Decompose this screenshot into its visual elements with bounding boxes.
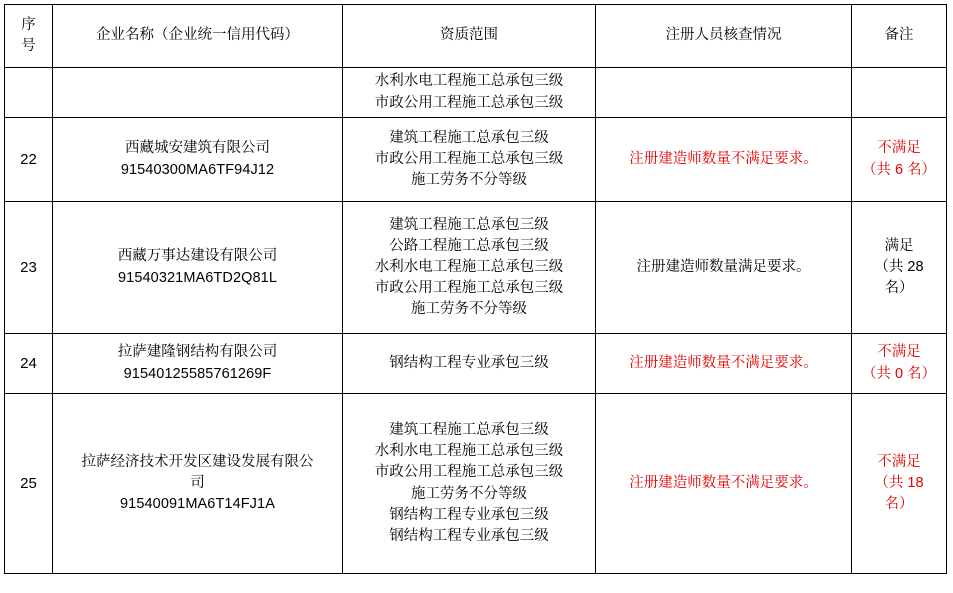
scope-line: 水利水电工程施工总承包三级 [374, 443, 564, 460]
scope-line: 施工劳务不分等级 [411, 301, 527, 318]
scope-line: 公路工程施工总承包三级 [389, 237, 549, 254]
column-header-remark: 备注 [852, 5, 947, 68]
cell-seq [5, 68, 53, 118]
cell-company-name [53, 202, 343, 334]
remark-count-suffix: 名） [884, 280, 914, 296]
cell-check: 注册建造师数量不满足要求。 [596, 334, 852, 394]
table-row [5, 118, 947, 202]
table-row [5, 202, 947, 334]
scope-line: 市政公用工程施工总承包三级 [374, 280, 564, 296]
scope-line: 市政公用工程施工总承包三级 [374, 150, 564, 167]
column-header-seq-line1: 序 [21, 16, 36, 33]
scope-line: 钢结构工程专业承包三级 [389, 527, 549, 544]
table-row [5, 334, 947, 394]
company-name-line: 西藏万事达建设有限公司 [117, 248, 278, 265]
scope-line: 钢结构工程专业承包三级 [389, 506, 549, 523]
table-row [5, 68, 947, 118]
cell-company-name [53, 68, 343, 118]
cell-check: 注册建造师数量满足要求。 [596, 202, 852, 334]
cell-company-name [53, 394, 343, 574]
scope-line: 水利水电工程施工总承包三级 [374, 73, 564, 90]
table-header-row [5, 5, 947, 68]
company-credit-code: 91540321MA6TD2Q81L [118, 269, 277, 286]
scope-line: 建筑工程施工总承包三级 [389, 129, 549, 146]
cell-check: 注册建造师数量不满足要求。 [596, 394, 852, 574]
cell-seq: 25 [5, 394, 53, 574]
cell-seq: 23 [5, 202, 53, 334]
column-header-registered-personnel-check: 注册人员核查情况 [596, 5, 852, 68]
cell-qualification-scope [343, 334, 596, 394]
company-name-line: 司 [190, 474, 205, 491]
column-header-qualification-scope: 资质范围 [343, 5, 596, 68]
cell-seq: 22 [5, 118, 53, 202]
cell-qualification-scope [343, 68, 596, 118]
company-credit-code: 91540300MA6TF94J12 [120, 161, 275, 178]
remark-status: 不满足 [877, 344, 921, 361]
scope-line: 水利水电工程施工总承包三级 [374, 258, 564, 275]
cell-qualification-scope [343, 394, 596, 574]
cell-qualification-scope [343, 118, 596, 202]
cell-check [596, 68, 852, 118]
remark-status: 不满足 [877, 453, 921, 470]
company-name-line: 拉萨建隆钢结构有限公司 [117, 344, 278, 361]
remark-count: （共 18 [874, 474, 924, 491]
cell-remark [852, 202, 947, 334]
table-row [5, 394, 947, 574]
cell-company-name [53, 334, 343, 394]
cell-qualification-scope [343, 202, 596, 334]
column-header-seq-line2: 号 [21, 38, 36, 54]
cell-company-name [53, 118, 343, 202]
scope-line: 施工劳务不分等级 [411, 172, 527, 188]
table-body [5, 68, 947, 574]
remark-status: 满足 [884, 237, 914, 254]
company-credit-code: 91540091MA6T14FJ1A [120, 496, 275, 512]
scope-line: 市政公用工程施工总承包三级 [374, 464, 564, 481]
remark-status: 不满足 [877, 140, 921, 157]
cell-seq: 24 [5, 334, 53, 394]
scope-line: 建筑工程施工总承包三级 [389, 422, 549, 439]
column-header-company-name: 企业名称（企业统一信用代码） [53, 5, 343, 68]
cell-remark [852, 334, 947, 394]
remark-count: （共 0 名） [861, 365, 937, 382]
company-name-line: 西藏城安建筑有限公司 [125, 140, 270, 157]
cell-remark [852, 394, 947, 574]
scope-line: 施工劳务不分等级 [411, 485, 527, 502]
cell-remark [852, 68, 947, 118]
remark-count: （共 28 [874, 258, 924, 275]
cell-remark [852, 118, 947, 202]
column-header-seq [5, 5, 53, 68]
company-name-line: 拉萨经济技术开发区建设发展有限公 [81, 453, 314, 470]
cell-check: 注册建造师数量不满足要求。 [596, 118, 852, 202]
remark-count: （共 6 名） [861, 161, 937, 178]
scope-line: 市政公用工程施工总承包三级 [374, 94, 564, 111]
company-credit-code: 91540125585761269F [123, 365, 272, 382]
scope-line: 建筑工程施工总承包三级 [389, 216, 549, 233]
scope-line: 钢结构工程专业承包三级 [389, 354, 549, 371]
table-header [5, 5, 947, 68]
remark-count-suffix: 名） [884, 496, 914, 512]
registration-check-table [4, 4, 947, 574]
document-page [0, 4, 953, 593]
